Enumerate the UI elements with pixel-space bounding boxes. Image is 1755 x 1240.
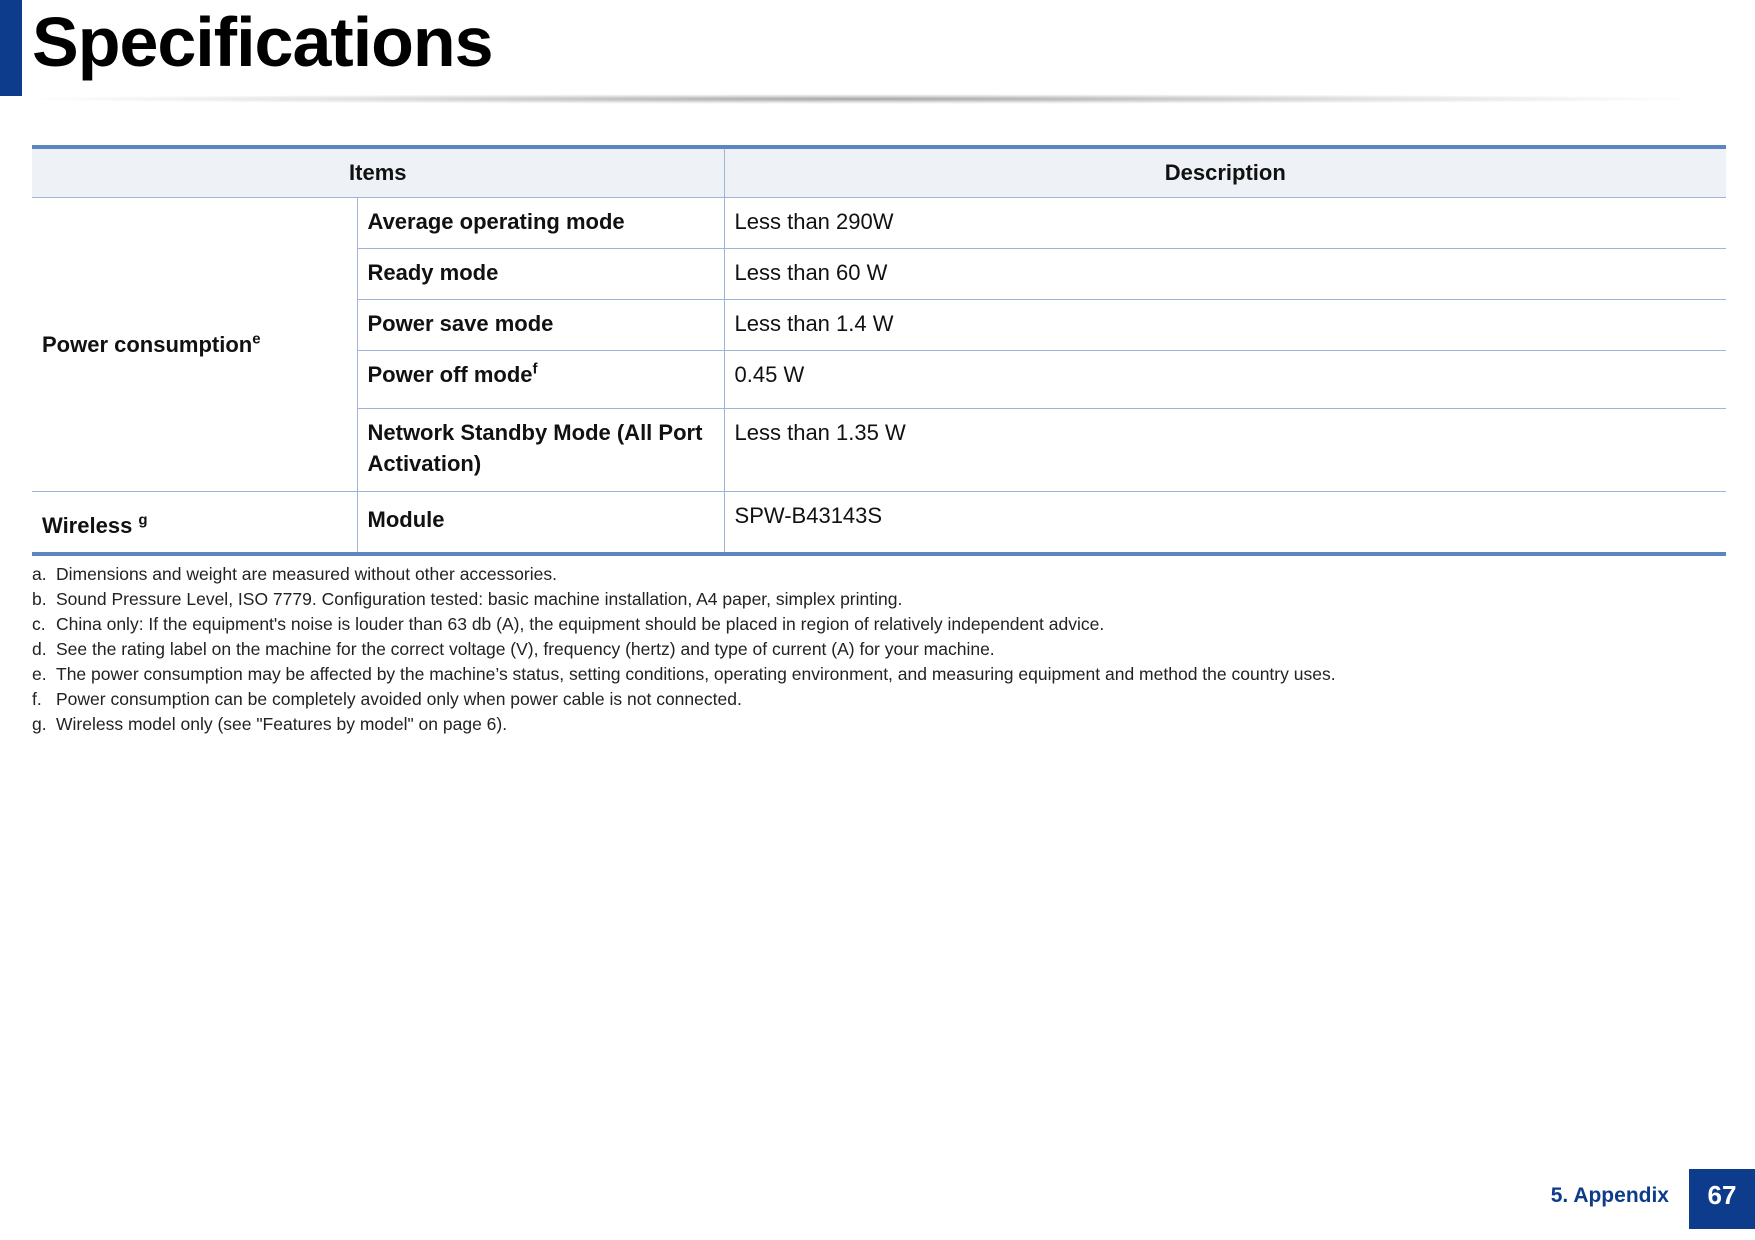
header-items: Items [32,147,724,198]
value-average-operating-mode: Less than 290W [724,198,1726,249]
table-header-row [32,147,1726,198]
footnote-c: c. China only: If the equipment's noise is louder than 63 db (A), the equipment should be placed in region of relatively independent advice. [32,614,1105,634]
footnote-f: f. Power consumption can be completely avoided only when power cable is not connected. [32,689,742,709]
page-number-badge: 67 [1689,1169,1755,1229]
item-network-standby-mode: Network Standby Mode (All Port Activation) [357,409,724,492]
item-power-off-mode: Power off mode$^f$ [357,351,724,409]
table-row [32,198,1726,249]
item-module: Module [357,492,724,555]
item-ready-mode: Ready mode [357,249,724,300]
item-average-operating-mode: Average operating mode [357,198,724,249]
value-ready-mode: Less than 60 W [724,249,1726,300]
value-power-off-mode: 0.45 W [724,351,1726,409]
footnote-g: g. Wireless model only (see "Features by model" on page 6). [32,714,508,734]
value-module: SPW-B43143S [724,492,1726,555]
footnote-ref-e: e [252,330,261,348]
footer-section-label: 5. Appendix [1550,1184,1669,1207]
page-title: Specifications [32,3,493,81]
value-network-standby-mode: Less than 1.35 W [724,409,1726,492]
table-row [32,492,1726,555]
footnote-ref-g: g [138,511,148,529]
footnote-a: a. Dimensions and weight are measured without other accessories. [32,564,557,584]
wireless-label: Wireless $^g$ [32,492,357,555]
item-power-save-mode: Power save mode [357,300,724,351]
title-divider [32,94,1692,104]
header-accent-bar [0,0,22,96]
specifications-table [32,145,1726,556]
footnote-d: d. See the rating label on the machine for the correct voltage (V), frequency (hertz) and type of current (A) for your machine. [32,639,995,659]
footnote-ref-f: f [532,360,538,378]
footnote-e: e. The power consumption may be affected by the machine’s status, setting conditions, operating environment, and measuring equipment and method the country uses. [32,664,1336,684]
value-power-save-mode: Less than 1.4 W [724,300,1726,351]
footnotes-list [32,562,1336,737]
power-consumption-label: Power consumption$^e$ [32,198,357,492]
footnote-b: b. Sound Pressure Level, ISO 7779. Configuration tested: basic machine installation, A4 paper, simplex printing. [32,589,903,609]
header-description: Description [724,147,1726,198]
